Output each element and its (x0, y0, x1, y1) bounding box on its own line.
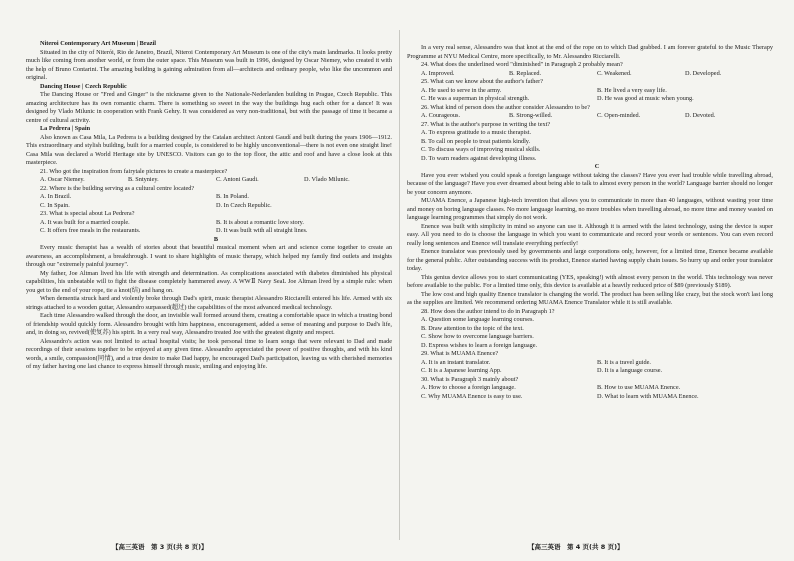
option: A. In Brazil. (40, 193, 72, 200)
option: D. It is a language course. (597, 367, 663, 374)
question-29-options (407, 359, 773, 376)
passage-b-para: In a very real sense, Alessandro was that knot at the end of the rope on to which Dad grabbed. I am forever grateful to the Music Therapy Programme at NYU Medical Centre, more specifically, to Mr. Alessandro Ricciarelli. (407, 44, 773, 60)
question-25-options (407, 87, 773, 104)
right-page (407, 44, 773, 401)
title-dancing-house: Dancing House | Czech Republic (40, 82, 127, 90)
option: C. It is a Japanese learning App. (421, 367, 502, 374)
question-24: 24. What does the underlined word "diminished" in Paragraph 2 probably mean? (421, 61, 623, 68)
question-30-options (407, 384, 773, 401)
passage-b-para: Each time Alessandro walked through the door, an invisible wall formed around them, creating a comfortable space in which a trusting bond of friendship would quickly form. Alessandro brought with him happiness, encouragement, added a sense of meaning and purpose to Dad's life, and, in doing so, revived(使复苏) his spirit. In a very real way, Alessandro treated Joe with the greatest dignity and respect. (26, 312, 392, 336)
option: A. Question some language learning courses. (421, 316, 534, 323)
question-22: 22. Where is the building serving as a cultural centre located? (40, 184, 195, 192)
option: B. To call on people to treat patients kindly. (421, 137, 531, 145)
option: D. He was good at music when young. (597, 95, 694, 102)
passage-b-para: When dementia struck hard and violently broke through Dad's spirit, music therapist Alessandro Ricciarelli entered his life. Armed with six strings attached to a wooden guitar, Alessandro surpassed(超过) the capabilities of the most advanced medical technology. (26, 295, 392, 311)
option: B. Replaced. (509, 69, 542, 77)
passage-b-para: Every music therapist has a wealth of stories about that beautiful musical moment when art and science come together to create an awareness, an accomplishment, a breakthrough. I want to share highlights of music therapy, which helped my family find outlets and insights through our "extremely painful journey". (26, 244, 392, 268)
question-26: 26. What kind of person does the author consider Alessandro to be? (421, 103, 590, 111)
question-26-options (407, 112, 773, 121)
question-28: 28. How does the author intend to do in Paragraph 1? (421, 307, 555, 315)
passage-c-para: Enence was built with simplicity in mind so anyone can use it. Although it is armed with the latest technology, using the device is super easy. All you need to do is choose the language in which you want to communicate and record your words or sentences. You can even record really long sentences and Enence will translate everything perfectly! (407, 222, 773, 247)
question-23-options (26, 219, 392, 236)
passage-c-para: Enence translator was previously used by governments and large corporations only, however, for a limited time, Enence became available for the general public. After outstanding success with its product, Enence started having supply chain issues. So hurry up and order your translator today. (407, 248, 773, 272)
option: C. Weakened. (597, 69, 632, 77)
question-28-options (407, 316, 773, 350)
passage-b-para: Alessandro's action was not limited to actual hospital visits; he took personal time to learn songs that were relevant to Dad and made recordings of their sessions together to be enjoyed at any given time. Alessandro appreciated the power of positive thoughts, and with his kind words, a smile, compassion(同情), and a true desire to make Dad happy, he encouraged Dad's participation, leaving us with cherished memories of my father having one last chance to express himself through music, smiling and enjoying life. (26, 337, 392, 370)
option: C. Show how to overcome language barriers. (421, 333, 534, 340)
option: D. Devoted. (685, 112, 716, 119)
option: D. What to learn with MUAMA Enence. (597, 392, 699, 400)
passage-b-para: My father, Joe Altman lived his life with strength and determination. As complications associated with diabetes diminished his physical capabilities, his unbeatable will to fight the disease completely hammered away. A WWⅡ Navy SeaL Joe Altman lived by a simple rule: when you get to the end of your rope, tie a knot(结) and hang on. (26, 269, 392, 294)
option: A. Oscar Niemey. (40, 176, 85, 183)
question-27-options (407, 129, 773, 163)
section-b-heading: B (213, 235, 219, 243)
passage-c-para: The low cost and high quality Enence translator is changing the world. The product has been selling like crazy, but the stock won't last long as the supplies are limited. We recommend ordering MUAMA Enence Translator while it is still available. (407, 290, 773, 306)
option: A. How to choose a foreign language. (421, 384, 516, 391)
option: B. Sntyniey. (128, 176, 159, 183)
section-c-heading: C (594, 163, 600, 170)
passage-c-para: Have you ever wished you could speak a foreign language without taking the classes? Have you ever had trouble while travelling abroad, because of the language? Have you ever dreamed about being able to talk to almost every person in the world? Language barrier should no longer be your concern anymore. (407, 171, 773, 196)
option: D. Vlado Milunic. (304, 176, 350, 183)
option: A. It was built for a married couple. (40, 218, 130, 226)
option: A. It is an instant translator. (421, 358, 491, 366)
page-footer-left: 【高三英语 第 3 页(共 8 页)】 (112, 543, 208, 551)
option: D. In Czech Republic. (216, 201, 272, 209)
option: D. Express wishes to learn a foreign language. (421, 341, 538, 349)
option: B. In Poland. (216, 193, 249, 200)
option: B. Strong-willed. (509, 112, 553, 119)
option: A. Improved. (421, 69, 455, 77)
option: C. In Spain. (40, 201, 70, 209)
option: B. It is a travel guide. (597, 358, 651, 366)
option: A. To express gratitude to a music therapist. (421, 129, 532, 136)
page-divider (399, 30, 400, 540)
question-30: 30. What is Paragraph 3 mainly about? (421, 375, 519, 383)
option: C. He was a superman in physical strength. (421, 95, 530, 102)
title-la-pedrera: La Pedrera | Spain (40, 125, 91, 132)
passage-c-para: This genius device allows you to start communicating (YES, speaking!) with almost every person in the world. This technology was never before available to the public. For a limited time only, this device is available at a heavily reduced price of $89 (previously $189). (407, 273, 773, 289)
question-27: 27. What is the author's purpose in writing the text? (421, 120, 551, 128)
option: C. Antoni Gaudi. (216, 176, 259, 183)
option: C. Why MUAMA Enence is easy to use. (421, 392, 523, 400)
title-niteroi: Niteroi Contemporary Art Museum | Brazil (40, 40, 156, 47)
option: B. He lived a very easy life. (597, 86, 667, 94)
option: B. Draw attention to the topic of the text. (421, 324, 524, 332)
option: A. He used to serve in the army. (421, 86, 502, 94)
para-la-pedrera: Also known as Casa Mila, La Pedrera is a building designed by the Catalan architect Antoni Gaudí and built during the years 1906—1912. This extraordinary and stylish building, built for a married couple, is considered to be highly unconventional—there is not even one straight line! Casa Mila was declared a World Heritage site by UNESCO. Visitors can go to the top floor, the attic and roof and have a close look at this masterpiece. (26, 133, 392, 166)
page-footer-right: 【高三英语 第 4 页(共 8 页)】 (528, 543, 624, 551)
option: C. It offers free meals in the restaurants. (40, 227, 141, 234)
passage-c-para: MUAMA Enence, a Japanese high-tech invention that allows you to communicate in more than 40 languages, without wasting your time and money on boring language classes. No more language learning, no more troubles when travelling abroad, no more time and money wasted on language learning programmes that simply do not work. (407, 197, 773, 221)
question-22-options (26, 193, 392, 210)
para-dancing-house: The Dancing House or "Fred and Ginger" is the nickname given to the Nationale-Nederlanden building in Prague, Czech Republic. This amazing architecture has its own romantic charm. There is something so sweet in the way the buildings hug each other for a dance! It was designed by Vlado Milunic in cooperation with Frank Gehry. It was considered as very non-traditional, but with the passage of time it became a centre of cultural activity. (26, 91, 392, 124)
option: B. It is about a romantic love story. (216, 218, 304, 226)
option: B. How to use MUAMA Enence. (597, 384, 681, 391)
question-25: 25. What can we know about the author's father? (421, 78, 543, 85)
option: D. Developed. (685, 69, 722, 77)
question-21-options (26, 176, 392, 185)
para-niteroi: Situated in the city of Niterói, Rio de Janeiro, Brazil, Niteroi Contemporary Art Museum is one of the city's main landmarks. It looks pretty much like coming from another world, or from the outer space. This Museum was built in 1996, designed by Oscar Niemey, who created it with the help of Bruno Contarini. The amazing building is gaining admiration from all—architects and ordinary people, who like the uncommon and original. (26, 48, 392, 81)
question-23: 23. What is special about La Pedrera? (40, 210, 135, 217)
left-page (26, 40, 392, 372)
option: D. It was built with all straight lines. (216, 227, 308, 234)
option: A. Courageous. (421, 112, 461, 119)
option: D. To warn readers against developing illness. (421, 154, 537, 162)
question-24-options (407, 70, 773, 79)
question-21: 21. Who got the inspiration from fairytale pictures to create a masterpiece? (40, 167, 228, 175)
option: C. Open-minded. (597, 112, 641, 119)
option: C. To discuss ways of improving musical skills. (421, 146, 541, 153)
question-29: 29. What is MUAMA Enence? (421, 350, 499, 357)
